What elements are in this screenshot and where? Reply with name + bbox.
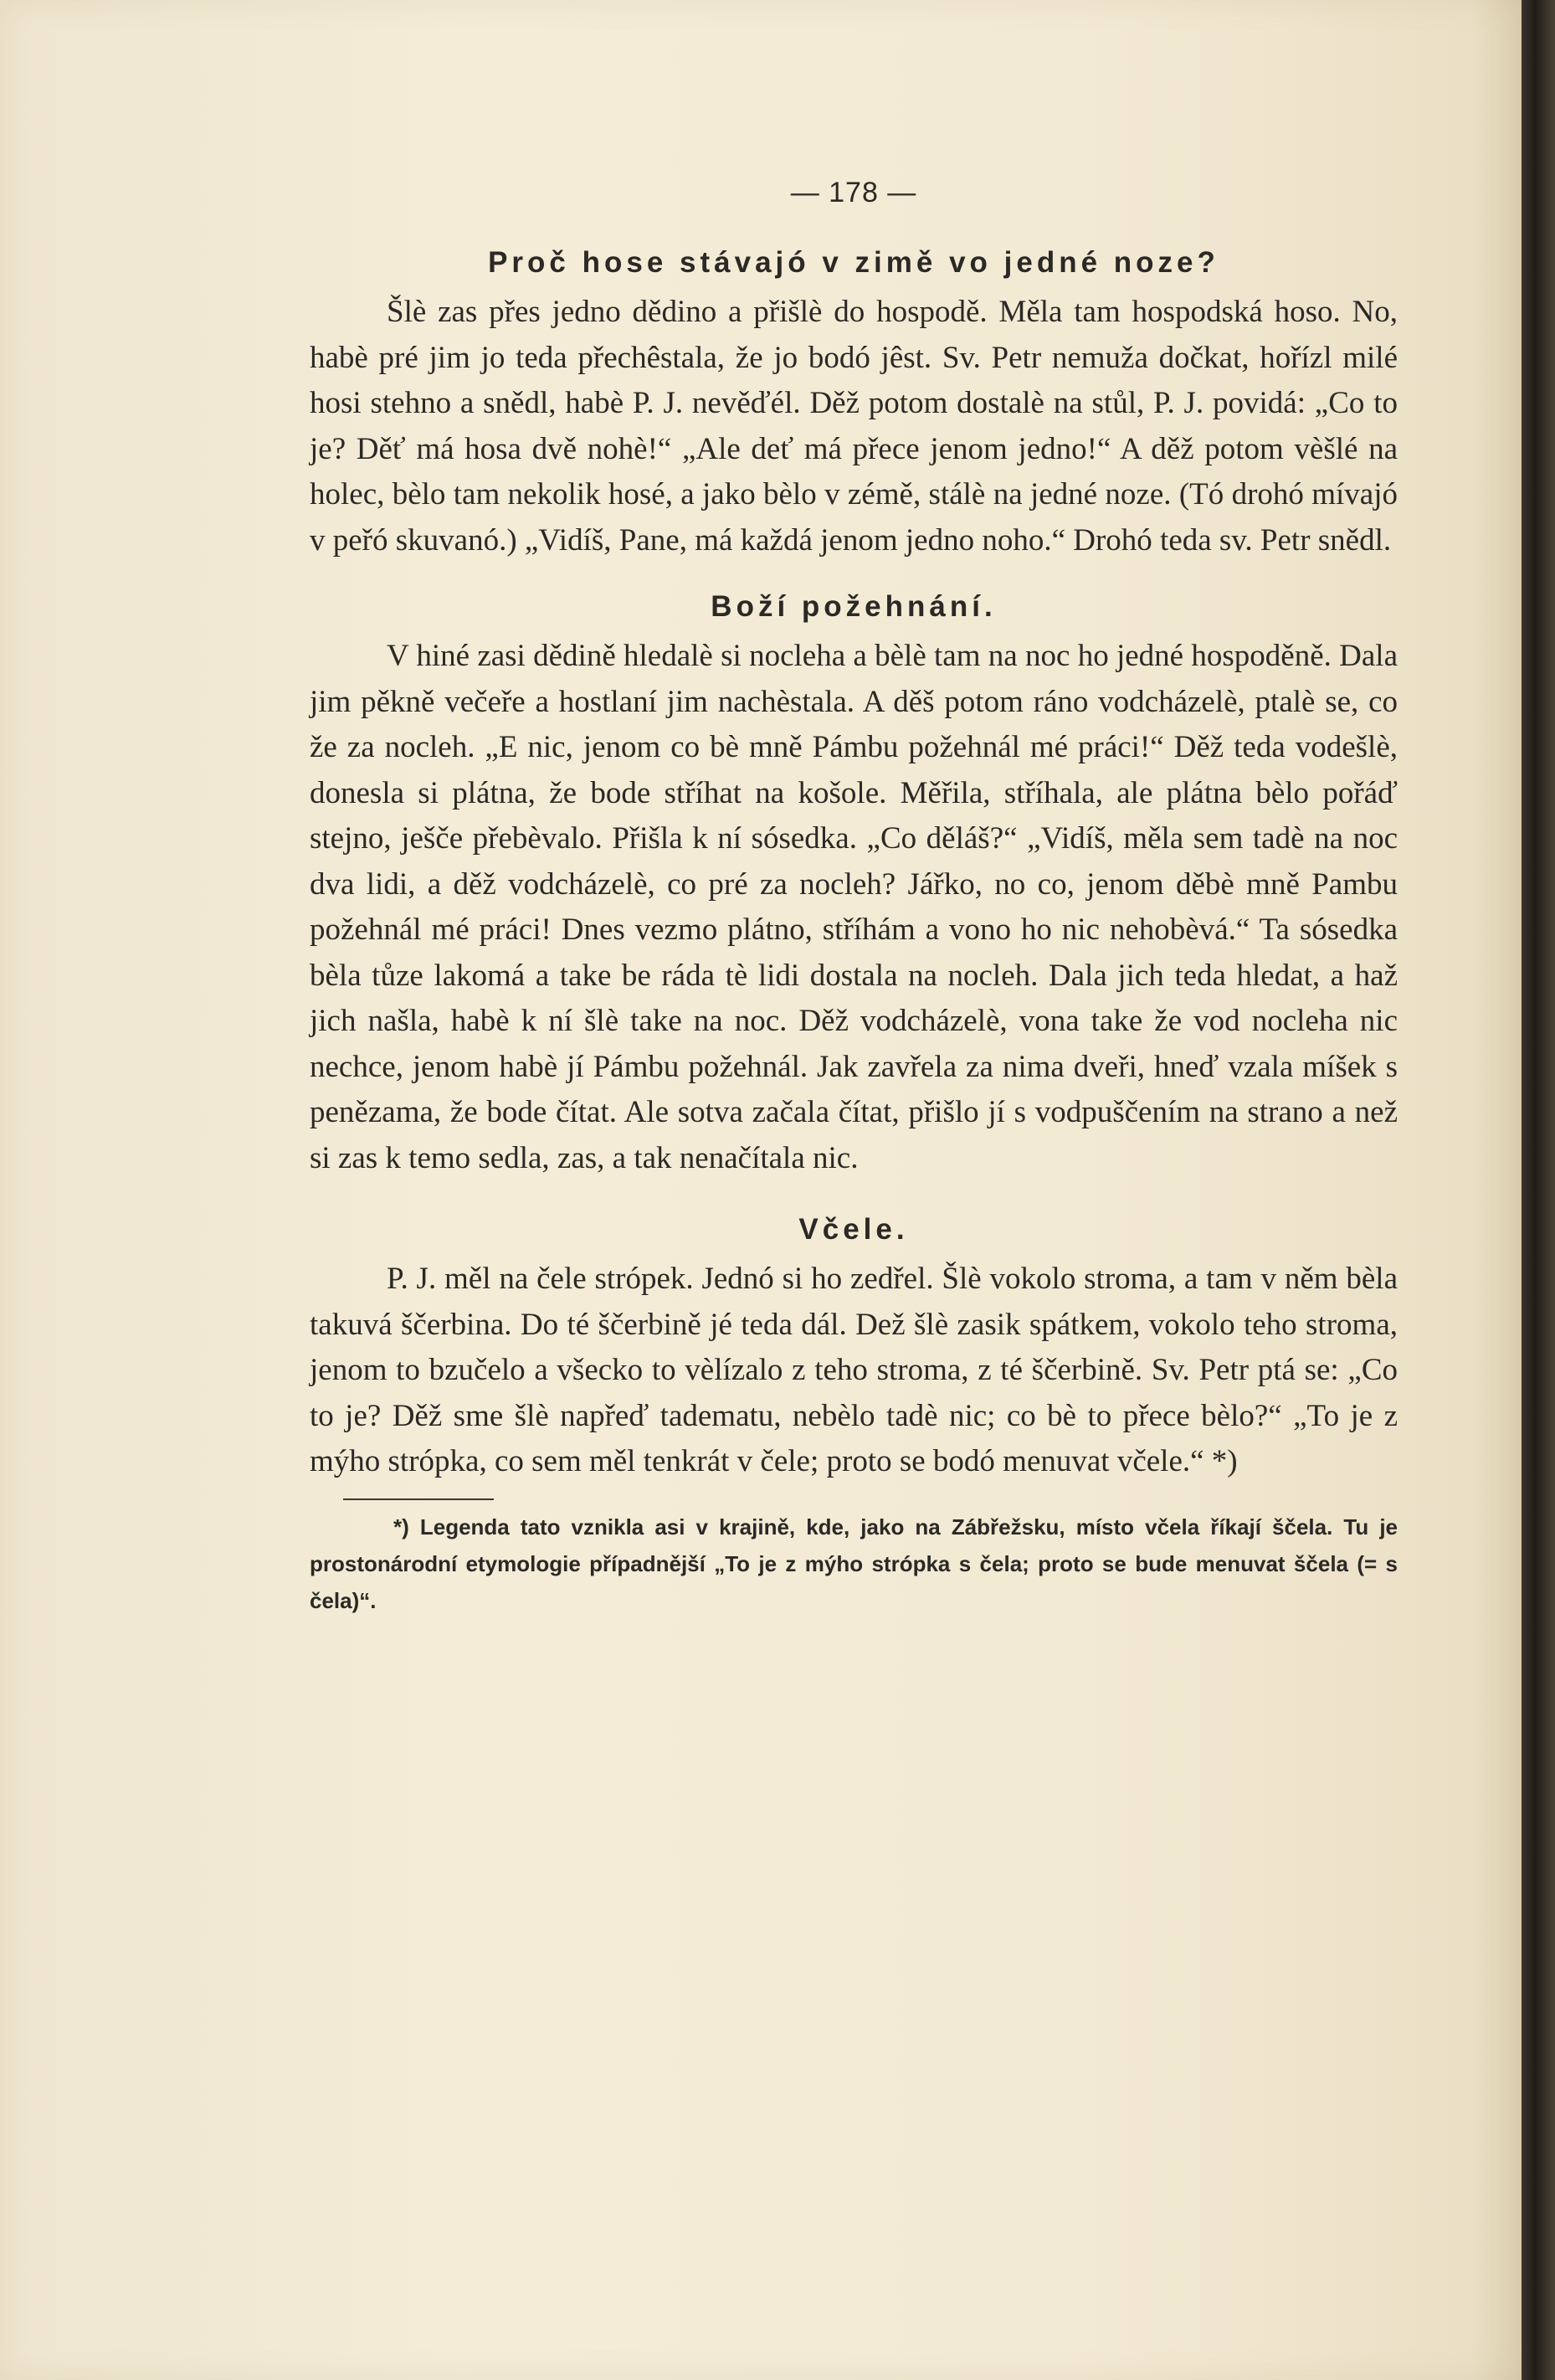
section-heading-bees: Včele. [798, 1213, 909, 1246]
book-spine [1522, 0, 1555, 2380]
page-content [310, 167, 1398, 1619]
footnote-rule [343, 1498, 494, 1500]
section-text-geese: Šlè zas přes jedno dědino a přišlè do hospodě. Měla tam hospodská hoso. No, habè pré jim jo teda přechêstala, že jo bodó jêst. Sv. Petr nemuža dočkat, hořízl milé hosi stehno a snědl, habè P. J. nevěďél. Děž potom dostalè na stůl, P. J. povidá: „Co to je? Děť má hosa dvě nohè!“ „Ale deť má přece jenom jedno!“ A děž potom vèšlé na holec, bèlo tam nekolik hosé, a jako bèlo v zémě, stálè na jedné noze. (Tó drohó mívajó v peřó skuvanó.) „Vidíš, Pane, má každá jenom jedno noho.“ Drohó teda sv. Petr snědl. [310, 295, 1398, 558]
section-text-blessing: V hiné zasi dědině hledalè si nocleha a bèlè tam na noc ho jedné hospoděně. Dala jim pěkně večeře a hostlaní jim nachèstala. A děš potom ráno vodcházelè, ptalè se, co že za nocleh. „E nic, jenom co bè mně Pámbu požehnál mé práci!“ Děž teda vodešlè, donesla si plátna, že bode stříhat na košole. Měřila, stříhala, ale plátna bèlo pořáď stejno, ješče přebèvalo. Přišla k ní sósedka. „Co děláš?“ „Vidíš, měla sem tadè na noc dva lidi, a děž vodcházelè, co pré za nocleh? Jářko, no co, jenom děbè mně Pambu požehnál mé práci! Dnes vezmo plátno, stříhám a vono ho nic nehobèvá.“ Ta sósedka bèla tůze lakomá a take be ráda tè lidi dostala na nocleh. Dala jich teda hledat, a haž jich našla, habè k ní šlè take na noc. Děž vodcházelè, vona take že vod nocleha nic nechce, jenom habè jí Pámbu požehnál. Jak zavřela za nima dveři, hneď vzala míšek s penězama, že bode čítat. Ale sotva začala čítat, přišlo jí s vodpuščením na strano a než si zas k temo sedla, zas, a tak nenačítala nic. [310, 639, 1398, 1175]
footnote: *) Legenda tato vznikla asi v krajině, kde, jako na Zábřežsku, místo včela říkají ščela. Tu je prostonárodní etymologie případnější „To je z mýho strópka s čela; proto se bude menuvat ščela (= s čela)“. [310, 1514, 1398, 1613]
section-text-bees: P. J. měl na čele strópek. Jednó si ho zedřel. Šlè vokolo stroma, a tam v něm bèla takuvá ščerbina. Do té ščerbině jé teda dál. Dež šlè zasik spátkem, vokolo teho stroma, jenom to bzučelo a všecko to vèlízalo z teho stroma, z té ščerbině. Sv. Petr ptá se: „Co to je? Děž sme šlè napřeď tadematu, nebèlo tadè nic; co bè to přece bèlo?“ „To je z mýho strópka, co sem měl tenkrát v čele; proto se bodó menuvat včele.“ *) [310, 1262, 1398, 1478]
page-number: — 178 — [790, 177, 917, 208]
section-heading-blessing: Boží požehnání. [711, 590, 997, 623]
section-heading-geese: Proč hose stávajó v zimě vo jedné noze? [488, 246, 1219, 279]
